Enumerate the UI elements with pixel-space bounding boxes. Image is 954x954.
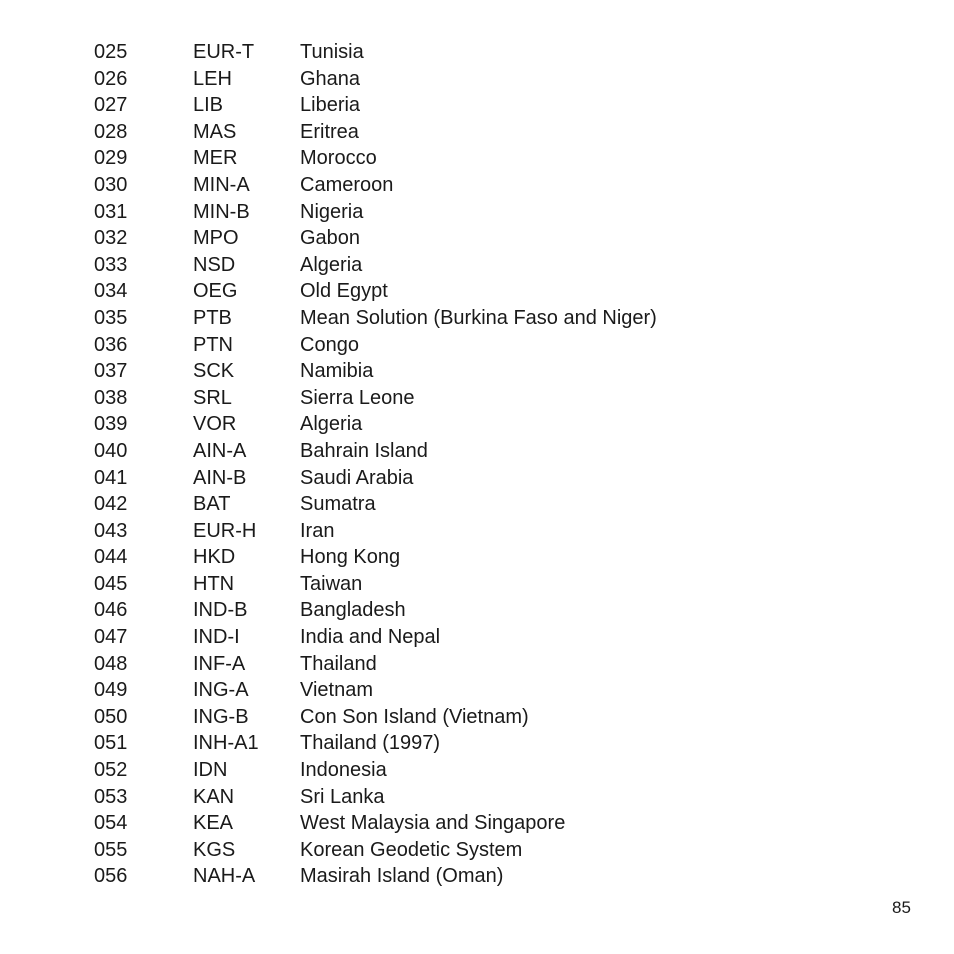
table-row [94, 385, 800, 412]
datum-number: 056 [94, 865, 128, 888]
datum-number: 055 [94, 838, 128, 861]
datum-number: 044 [94, 546, 128, 569]
datum-code: PTB [193, 306, 232, 329]
datum-code: MPO [193, 227, 239, 250]
datum-code: MIN-A [193, 173, 250, 196]
table-row [94, 145, 800, 172]
datum-number: 051 [94, 732, 128, 755]
datum-number: 054 [94, 812, 128, 835]
datum-region: Saudi Arabia [300, 466, 414, 489]
datum-number: 033 [94, 253, 128, 276]
table-row [94, 225, 800, 252]
datum-code: BAT [193, 493, 231, 516]
table-row [94, 651, 800, 678]
table-row [94, 119, 800, 146]
datum-number: 043 [94, 519, 128, 542]
datum-number: 032 [94, 227, 128, 250]
datum-code: MER [193, 147, 238, 170]
datum-number: 027 [94, 94, 128, 117]
table-row [94, 172, 800, 199]
datum-code: ING-A [193, 679, 249, 702]
datum-region: Congo [300, 333, 359, 356]
datum-region: Korean Geodetic System [300, 838, 523, 861]
datum-code: AIN-A [193, 439, 247, 462]
datum-code: HKD [193, 546, 236, 569]
datum-region: Algeria [300, 253, 363, 276]
table-row [94, 438, 800, 465]
table-row [94, 837, 800, 864]
datum-region: Morocco [300, 147, 377, 170]
datum-number: 034 [94, 280, 128, 303]
datum-code: EUR-T [193, 41, 255, 63]
datum-number: 036 [94, 333, 128, 356]
table-row [94, 730, 800, 757]
datum-region: West Malaysia and Singapore [300, 812, 566, 835]
datum-code: LEH [193, 67, 232, 90]
datum-number: 029 [94, 147, 128, 170]
datum-code: NSD [193, 253, 236, 276]
datum-number: 037 [94, 360, 128, 383]
datum-code: IND-B [193, 599, 248, 622]
table-row [94, 332, 800, 359]
table-row [94, 92, 800, 119]
datum-region: Sumatra [300, 493, 376, 516]
datum-number: 039 [94, 413, 128, 436]
table-row [94, 624, 800, 651]
datum-region: Namibia [300, 360, 374, 383]
datum-code: PTN [193, 333, 233, 356]
datum-region: Indonesia [300, 759, 387, 782]
datum-number: 050 [94, 705, 128, 728]
table-row [94, 677, 800, 704]
datum-region: Sri Lanka [300, 785, 385, 808]
datum-number: 025 [94, 41, 128, 63]
datum-region: Cameroon [300, 173, 394, 196]
datum-region: Taiwan [300, 572, 363, 595]
table-row [94, 810, 800, 837]
table-row [94, 411, 800, 438]
datum-region: Liberia [300, 94, 361, 117]
table-row [94, 597, 800, 624]
datum-code: ING-B [193, 705, 249, 728]
datum-code: KAN [193, 785, 235, 808]
table-row [94, 66, 800, 93]
datum-number: 040 [94, 439, 128, 462]
page-number: 85 [892, 898, 911, 917]
datum-code: EUR-H [193, 519, 257, 542]
datum-number: 042 [94, 493, 128, 516]
datum-region: Iran [300, 519, 335, 542]
datum-number: 052 [94, 759, 128, 782]
table-row [94, 252, 800, 279]
table-row [94, 39, 800, 66]
datum-number: 038 [94, 386, 128, 409]
datum-code: INF-A [193, 652, 246, 675]
table-row [94, 757, 800, 784]
table-row [94, 518, 800, 545]
table-row [94, 199, 800, 226]
datum-code: KGS [193, 838, 236, 861]
datum-region: Eritrea [300, 120, 359, 143]
datum-number: 047 [94, 626, 128, 649]
datum-number: 031 [94, 200, 128, 223]
datum-code: AIN-B [193, 466, 247, 489]
datum-region: Mean Solution (Burkina Faso and Niger) [300, 306, 657, 329]
table-row [94, 278, 800, 305]
table-row [94, 358, 800, 385]
datum-code: IND-I [193, 626, 240, 649]
datum-region: Thailand [300, 652, 377, 675]
table-row [94, 571, 800, 598]
datum-region: Algeria [300, 413, 363, 436]
datum-code: OEG [193, 280, 238, 303]
table-row [94, 465, 800, 492]
datum-number: 028 [94, 120, 128, 143]
datum-number: 030 [94, 173, 128, 196]
datum-code: MAS [193, 120, 237, 143]
datum-code: VOR [193, 413, 237, 436]
datum-code: SRL [193, 386, 232, 409]
datum-region: Masirah Island (Oman) [300, 865, 504, 888]
datum-code: MIN-B [193, 200, 250, 223]
datum-region: Ghana [300, 67, 361, 90]
table-row [94, 784, 800, 811]
datum-code: INH-A1 [193, 732, 259, 755]
datum-region: Bangladesh [300, 599, 406, 622]
datum-number: 053 [94, 785, 128, 808]
datum-region: Gabon [300, 227, 361, 250]
datum-table [94, 39, 800, 890]
datum-region: Thailand (1997) [300, 732, 441, 755]
datum-number: 046 [94, 599, 128, 622]
datum-region: India and Nepal [300, 626, 441, 649]
datum-region: Old Egypt [300, 280, 388, 303]
datum-region: Tunisia [300, 41, 364, 63]
table-row [94, 544, 800, 571]
datum-region: Sierra Leone [300, 386, 415, 409]
table-row [94, 863, 800, 890]
datum-number: 041 [94, 466, 128, 489]
table-row [94, 491, 800, 518]
datum-code: KEA [193, 812, 234, 835]
datum-number: 048 [94, 652, 128, 675]
datum-region: Hong Kong [300, 546, 401, 569]
datum-number: 049 [94, 679, 128, 702]
table-row [94, 704, 800, 731]
datum-code: IDN [193, 759, 228, 782]
datum-region: Vietnam [300, 679, 374, 702]
datum-region: Bahrain Island [300, 439, 428, 462]
datum-code: SCK [193, 360, 235, 383]
datum-number: 026 [94, 67, 128, 90]
table-row [94, 305, 800, 332]
datum-number: 045 [94, 572, 128, 595]
datum-region: Nigeria [300, 200, 364, 223]
datum-number: 035 [94, 306, 128, 329]
datum-code: LIB [193, 94, 224, 117]
datum-region: Con Son Island (Vietnam) [300, 705, 529, 728]
datum-code: NAH-A [193, 865, 256, 888]
datum-code: HTN [193, 572, 235, 595]
